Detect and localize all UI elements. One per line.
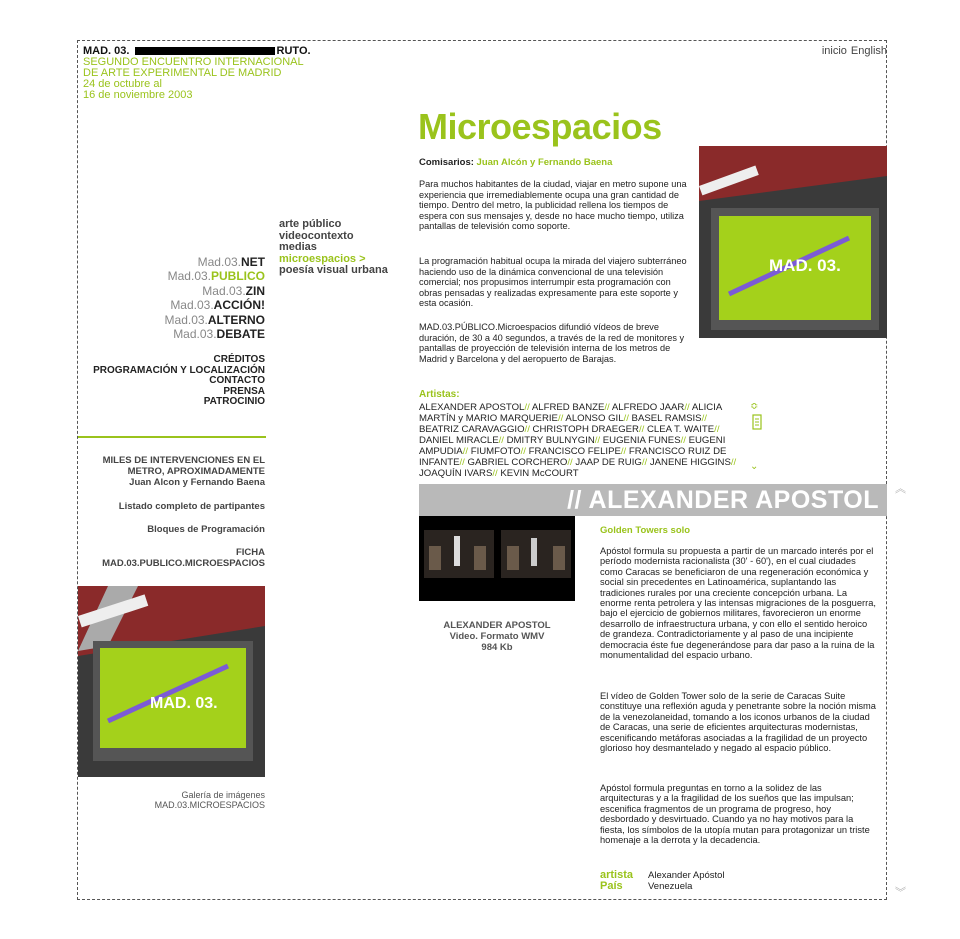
green-divider <box>78 436 266 438</box>
header-prefix: MAD. 03. <box>83 45 130 57</box>
artist-link[interactable]: ALFRED BANZE <box>531 402 605 413</box>
artist-link[interactable]: ALICIA MARTÍN y MARIO MARQUERIE <box>419 402 722 424</box>
header-line-3: DE ARTE EXPERIMENTAL DE MADRID <box>83 67 282 79</box>
artist-link[interactable]: EUGENI AMPUDIA <box>419 435 726 457</box>
ficha-line-1: FICHA <box>235 547 265 558</box>
menu-item-publico[interactable] <box>165 269 265 283</box>
intro-paragraph-2: La programación habitual ocupa la mirada del viajero subterráneo haciendo uso de la dinámica convencional de una televisión comercial; nos propusimos interrumpir esta programación con obras pensadas y realizadas expresamente para este soporte y esta ocasión. <box>419 256 687 309</box>
menu-item-zin[interactable] <box>165 284 265 298</box>
artist-separator: // <box>524 424 533 435</box>
comisarios <box>419 157 612 168</box>
artist-separator: // <box>623 413 632 424</box>
intro-paragraph-3: MAD.03.PÚBLICO.Microespacios difundió vídeos de breve duración, de 30 a 40 segundos, a través de la red de monitores y pantallas de proyección de televisión interna de los metros de Madrid y Barcelona y del aeropuerto de Barajas. <box>419 322 685 364</box>
menu-item-alterno[interactable] <box>165 313 265 327</box>
artist-link[interactable]: FRANCISCO FELIPE <box>528 446 621 457</box>
artist-link[interactable]: FRANCISCO RUIZ DE INFANTE <box>419 446 727 468</box>
submenu-medias[interactable]: medias <box>279 241 317 253</box>
menu-item-debate[interactable] <box>165 327 265 341</box>
artist-link[interactable]: BASEL RAMSIS <box>631 413 702 424</box>
artist-link[interactable]: BEATRIZ CARAVAGGIO <box>419 424 525 435</box>
screen-text: MAD. 03. <box>769 256 841 275</box>
artist-separator: // <box>462 446 471 457</box>
english-link[interactable]: English <box>850 45 887 57</box>
video-caption-3: 984 Kb <box>481 642 513 653</box>
gallery-line-1: Galería de imágenes <box>181 790 265 800</box>
ficha-line-2: MAD.03.PUBLICO.MICROESPACIOS <box>102 558 265 569</box>
menu-prefix: Mad.03. <box>167 269 211 284</box>
credits-menu <box>93 355 265 408</box>
artist-separator: // <box>620 446 629 457</box>
screen-text: MAD. 03. <box>150 695 218 712</box>
artist-separator: // <box>684 402 692 413</box>
artist-separator: // <box>680 435 689 446</box>
menu-prefix: Mad.03. <box>173 327 217 342</box>
video-thumbnail[interactable] <box>419 516 575 601</box>
header-line-5: 16 de noviembre 2003 <box>83 89 193 101</box>
artist-link[interactable]: JANENE HIGGINS <box>649 457 731 468</box>
menu-label: PUBLICO <box>211 269 265 284</box>
artist-separator: // <box>459 457 468 468</box>
scroll-thumb-icon[interactable] <box>752 414 762 430</box>
submenu-arte-publico[interactable]: arte público <box>279 218 342 230</box>
creditos-link[interactable]: CRÉDITOS <box>213 354 265 365</box>
prensa-link[interactable]: PRENSA <box>223 385 265 397</box>
artist-separator: // <box>524 402 532 413</box>
header-suffix: RUTO. <box>276 45 311 57</box>
ficha-link[interactable] <box>102 547 265 569</box>
artistas-label: Artistas: <box>419 389 460 400</box>
artist-separator: // <box>701 413 707 424</box>
metro-screen-image-large <box>699 146 887 338</box>
comisarios-names: Juan Alcón y Fernando Baena <box>476 157 613 168</box>
artist-link[interactable]: ALEXANDER APOSTOL <box>419 402 525 413</box>
menu-label: ALTERNO <box>207 312 265 327</box>
submenu-microespacios[interactable]: microespacios > <box>279 252 366 265</box>
menu-prefix: Mad.03. <box>164 312 208 327</box>
artist-link[interactable]: JAAP DE RUIG <box>575 457 642 468</box>
artist-meta <box>600 870 725 892</box>
artist-link[interactable]: GABRIEL CORCHERO <box>467 457 568 468</box>
artist-separator: // <box>638 424 647 435</box>
meta-pais-key: País <box>600 880 623 892</box>
patrocinio-link[interactable]: PATROCINIO <box>203 396 265 407</box>
work-text-2: El vídeo de Golden Tower solo de la serie de Caracas Suite constituye una reflexión aguda y penetrante sobre la noción misma de la venezolaneidad, tomando a los iconos urbanos de la ciudad de Caracas, una serie de eficientes arquitecturas modernistas, escenificando metáforas asociadas a la fragilidad de un proyecto glorioso hoy desmantelado y negado al espacio público. <box>600 691 876 754</box>
video-caption-1: ALEXANDER APOSTOL <box>443 620 551 631</box>
artist-separator: // <box>594 435 603 446</box>
contacto-link[interactable]: CONTACTO <box>209 375 265 386</box>
main-menu <box>165 255 265 341</box>
artist-separator: // <box>498 435 507 446</box>
meta-artista-key: artista <box>600 869 634 881</box>
work-title: Golden Towers solo <box>600 525 691 536</box>
video-caption <box>419 620 575 653</box>
scroll-up-icon[interactable]: ≎ <box>750 401 759 412</box>
artist-separator: // <box>714 424 720 435</box>
artist-link[interactable]: DMITRY BULNYGIN <box>506 435 595 446</box>
gallery-caption[interactable] <box>155 790 265 810</box>
artist-link[interactable]: CHRISTOPH DRAEGER <box>532 424 639 435</box>
page-scroll-down-icon[interactable]: ︾ <box>895 887 906 899</box>
menu-item-net[interactable] <box>165 255 265 269</box>
listado-link[interactable]: Listado completo de partipantes <box>118 501 265 512</box>
artist-separator: // <box>520 446 529 457</box>
work-text-3: Apóstol formula preguntas en torno a la solidez de las arquitecturas y a la fragilidad de los sueños que las impulsan; escenifica fragmentos de un programa de progreso, hoy desbordado y desvirtuado. Cuando ya no hay motivos para la fiesta, los símbolos de la utopía mutan para protagonizar un triste homenaje a la derrota y la decadencia. <box>600 783 870 846</box>
redacted-block <box>135 47 275 55</box>
artist-link[interactable]: DANIEL MIRACLE <box>419 435 499 446</box>
miles-link[interactable] <box>103 455 265 488</box>
header-line-4: 24 de octubre al <box>83 78 162 90</box>
top-nav <box>818 45 887 57</box>
page-title: Microespacios <box>418 106 662 147</box>
intro-paragraph-1: Para muchos habitantes de la ciudad, viajar en metro supone una experiencia que irremediablemente ocupa una gran cantidad de tiempo. Dentro del metro, la publicidad rellena los tiempos de espera con sus mensajes y, desde no hace mucho tiempo, utiliza pantallas de televisión como soporte. <box>419 179 687 232</box>
inicio-link[interactable]: inicio <box>821 45 847 57</box>
menu-prefix: Mad.03. <box>170 298 214 313</box>
miles-line-1: MILES DE INTERVENCIONES EN EL <box>102 455 265 466</box>
artist-banner: // ALEXANDER APOSTOL <box>419 484 887 516</box>
submenu-poesia-visual[interactable]: poesía visual urbana <box>279 264 388 276</box>
artist-separator: // <box>641 457 650 468</box>
work-text-1: Apóstol formula su propuesta a partir de un marcado interés por el período modernista racionalista (30' - 60'), en el cual ciudades como Caracas se beneficiaron de una regeneración económica y social sin precedentes en Latinoamérica, suplantando las tradiciones rurales por una creciente concepción urbana. La enorme renta petrolera y las intensas migraciones de la posguerra, bajo el ejercicio de gobiernos militares, favorecieron un enorme desarrollo de infraestructura urbana, y con ello el sentido heroico de grandeza. Contradictoriamente y al paso de una incipiente democracia éste fue degenerándose para dar paso a la ruina de la monumentalidad del espacio urbano. <box>600 546 876 661</box>
menu-label: ZIN <box>245 283 265 298</box>
miles-line-3: Juan Alcon y Fernando Baena <box>129 477 265 488</box>
menu-prefix: Mad.03. <box>202 283 246 298</box>
video-caption-2: Video. Formato WMV <box>449 631 545 642</box>
artist-link[interactable]: FIUMFOTO <box>470 446 521 457</box>
metro-screen-image[interactable] <box>78 586 265 777</box>
meta-pais-value: Venezuela <box>648 881 693 892</box>
submenu-videocontexto[interactable]: videocontexto <box>279 229 354 242</box>
artist-link[interactable]: ALFREDO JAAR <box>611 402 685 413</box>
artist-link[interactable]: EUGENIA FUNES <box>602 435 681 446</box>
artist-link[interactable]: CLEA T. WAITE <box>646 424 715 435</box>
submenu <box>279 219 388 277</box>
page-scroll-up-icon[interactable]: ︽ <box>895 483 906 495</box>
artist-list[interactable] <box>419 402 737 480</box>
artist-link[interactable]: JOAQUÍN IVARS <box>419 468 493 479</box>
artist-link[interactable]: ALONSO GIL <box>565 413 624 424</box>
artist-separator: // <box>604 402 612 413</box>
bloques-link[interactable]: Bloques de Programación <box>147 524 265 535</box>
artist-separator: // <box>492 468 501 479</box>
artist-separator: // <box>730 457 737 468</box>
artist-separator: // <box>557 413 566 424</box>
menu-prefix: Mad.03. <box>197 255 241 269</box>
artist-link[interactable]: KEVIN McCOURT <box>500 468 579 479</box>
gallery-line-2: MAD.03.MICROESPACIOS <box>154 800 265 810</box>
header-line-2: SEGUNDO ENCUENTRO INTERNACIONAL <box>83 56 304 68</box>
comisarios-label: Comisarios: <box>419 157 474 168</box>
menu-label: NET <box>241 255 265 269</box>
miles-line-2: METRO, APROXIMADAMENTE <box>127 466 265 477</box>
scroll-down-icon[interactable]: ⌄ <box>750 461 759 472</box>
menu-item-accion[interactable] <box>165 298 265 312</box>
menu-label: DEBATE <box>216 327 265 342</box>
menu-label: ACCIÓN! <box>213 298 265 313</box>
meta-artista-value: Alexander Apóstol <box>648 870 725 881</box>
programacion-link[interactable]: PROGRAMACIÓN Y LOCALIZACIÓN <box>93 364 265 376</box>
site-header <box>83 46 311 101</box>
artist-separator: // <box>567 457 576 468</box>
